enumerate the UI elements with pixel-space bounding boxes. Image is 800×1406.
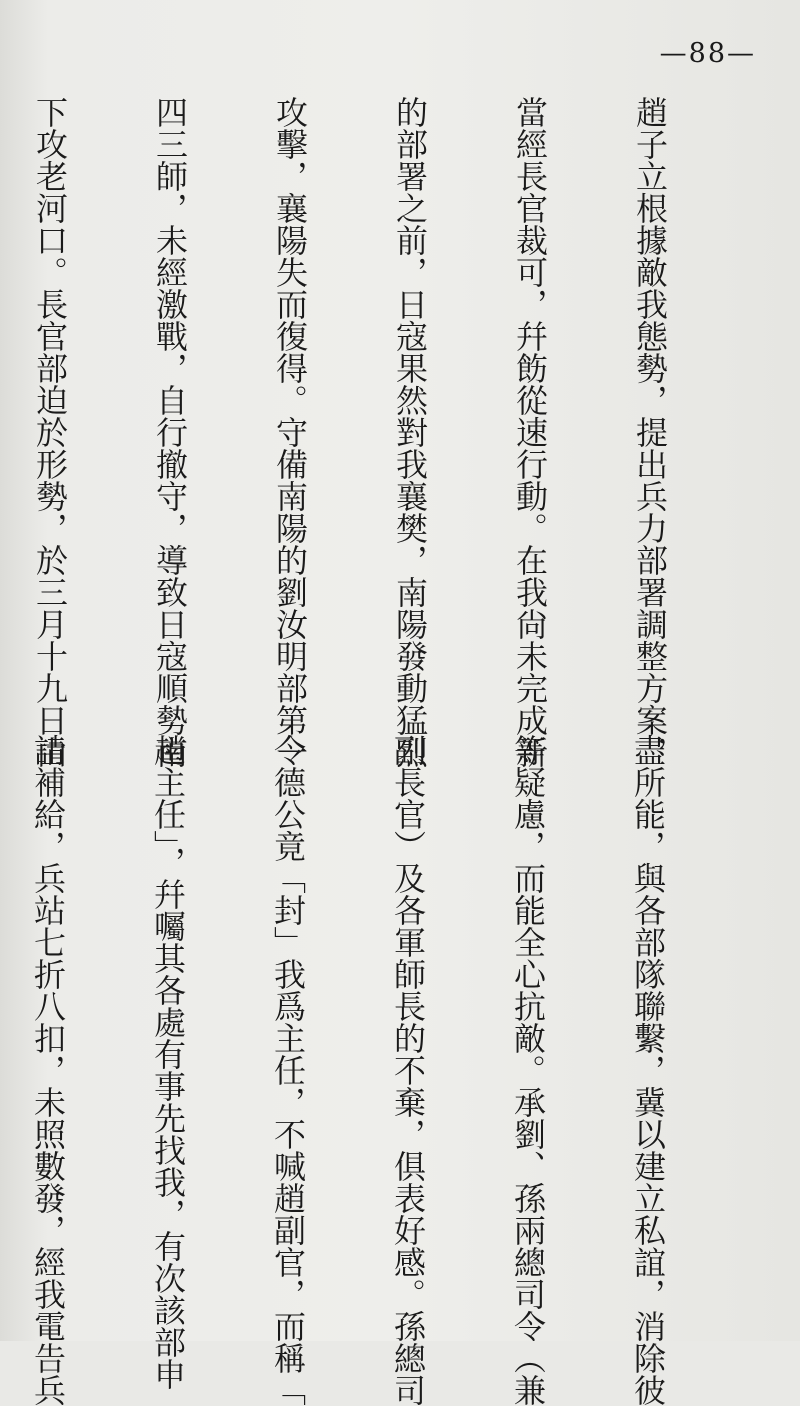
text-column: 的部署之前，日寇果然對我襄樊，南陽發動猛烈 — [391, 96, 429, 768]
text-column: 下攻老河口。長官部迫於形勢，於三月十九日由 — [31, 96, 69, 768]
text-column: 四三師，未經激戰，自行撤守，導致日寇順勢南 — [151, 96, 189, 768]
text-column: 趙子立根據敵我態勢，提出兵力部署調整方案， — [631, 96, 669, 768]
text-column: 當經長官裁可，幷飭從速行動。在我尙未完成新 — [511, 96, 549, 768]
text-column: 令德公竟「封」我爲主任，不喊趙副官，而稱「 — [269, 734, 307, 1406]
upper-text-block — [0, 96, 750, 768]
text-column: 副長官）及各軍師長的不棄，俱表好感。孫總司 — [389, 734, 427, 1406]
page-number: —88— — [659, 38, 756, 69]
text-column: 盡所能，與各部隊聯繫，冀以建立私誼，消除彼 — [629, 734, 667, 1406]
text-column: 請補給，兵站七折八扣，未照數發，經我電告兵 — [29, 734, 67, 1406]
text-column: 攻擊，襄陽失而復得。守備南陽的劉汝明部第一 — [271, 96, 309, 768]
text-column: 等疑慮，而能全心抗敵。承劉、孫兩總司令（兼 — [509, 734, 547, 1406]
text-column: 趙主任」，幷囑其各處有事先找我，有次該部申 — [149, 734, 187, 1390]
lower-text-block — [0, 734, 748, 1406]
